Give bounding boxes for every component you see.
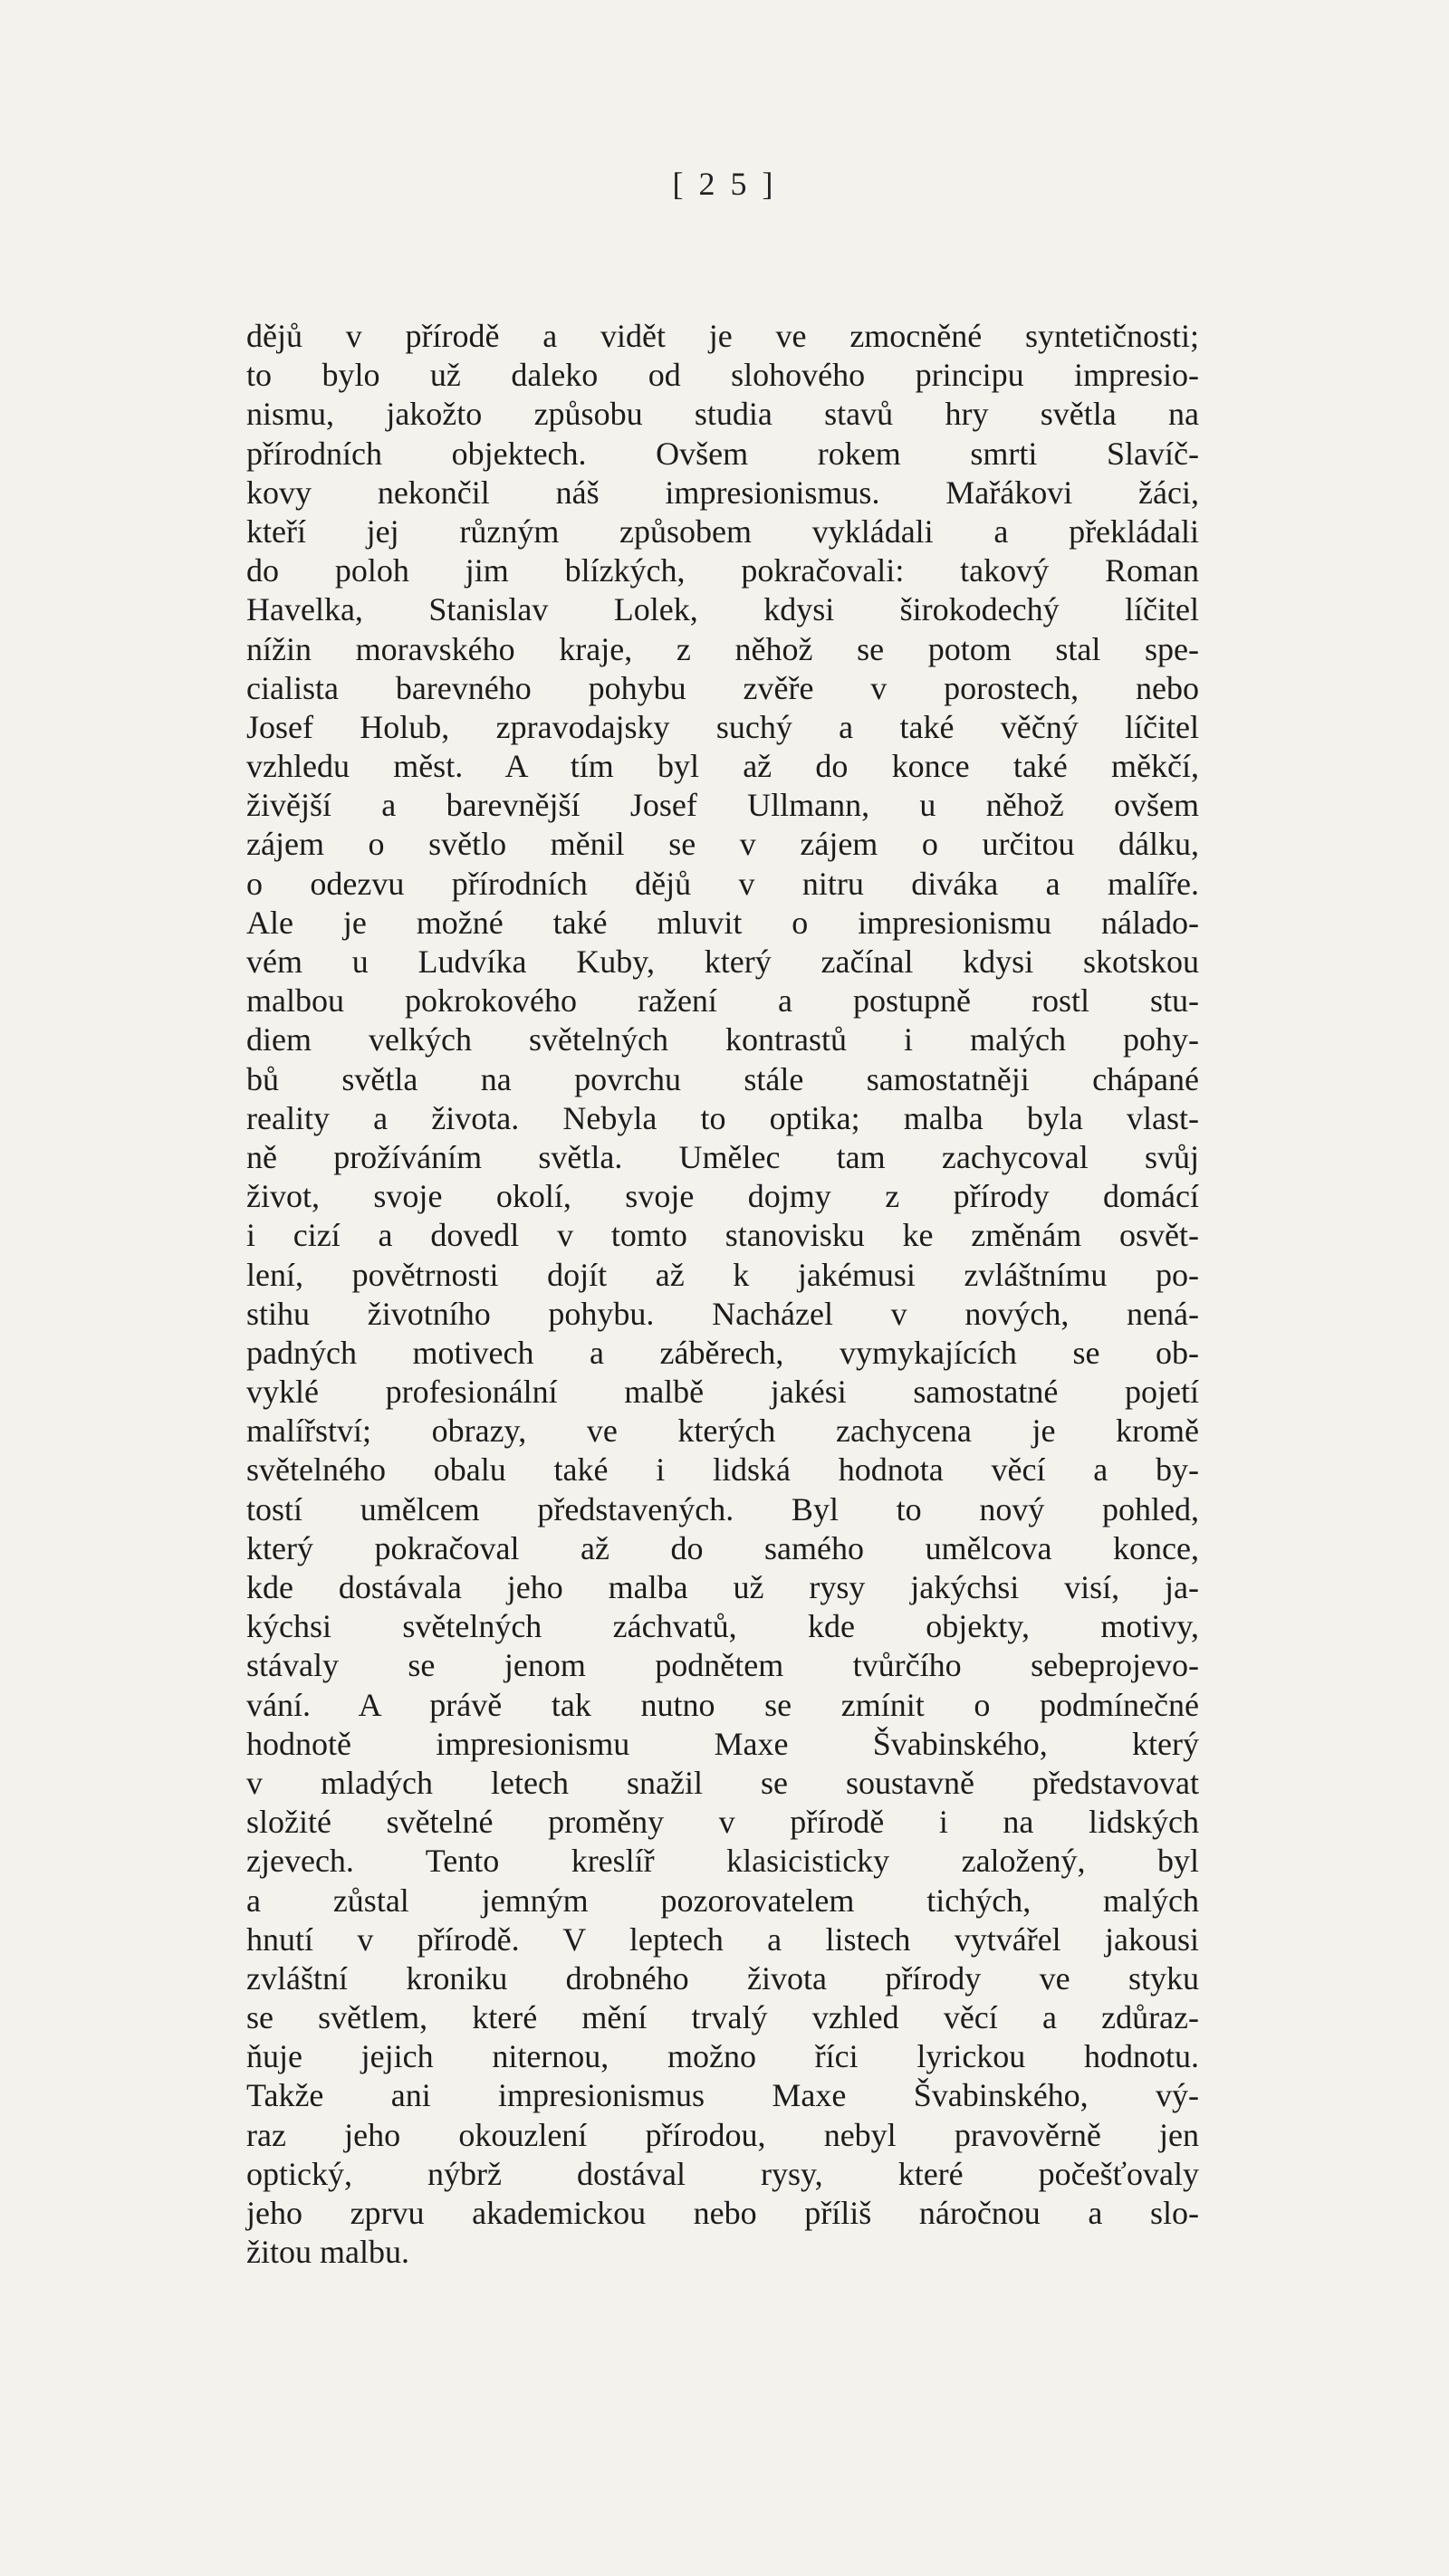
text-line: kýchsi světelných záchvatů, kde objekty, motivy, bbox=[246, 1608, 1199, 1645]
text-line: to bylo už daleko od slohového principu impresio- bbox=[246, 357, 1199, 394]
text-line: i cizí a dovedl v tomto stanovisku ke změnám osvět- bbox=[246, 1217, 1199, 1254]
text-line: život, svoje okolí, svoje dojmy z přírody domácí bbox=[246, 1178, 1199, 1215]
text-line: nismu, jakožto způsobu studia stavů hry světla na bbox=[246, 396, 1199, 433]
text-line: zjevech. Tento kreslíř klasicisticky založený, byl bbox=[246, 1843, 1199, 1880]
text-line: se světlem, které mění trvalý vzhled věcí a zdůraz- bbox=[246, 1999, 1199, 2036]
text-line: složité světelné proměny v přírodě i na lidských bbox=[246, 1804, 1199, 1841]
text-line: hnutí v přírodě. V leptech a listech vytvářel jakousi bbox=[246, 1920, 1199, 1958]
text-line: živější a barevnější Josef Ullmann, u něhož ovšem bbox=[246, 787, 1199, 824]
text-line: světelného obalu také i lidská hodnota věcí a by- bbox=[246, 1451, 1199, 1489]
text-line: o odezvu přírodních dějů v nitru diváka a malíře. bbox=[246, 865, 1199, 902]
text-line: stávaly se jenom podnětem tvůrčího sebeprojevo- bbox=[246, 1647, 1199, 1684]
text-line: ňuje jejich niternou, možno říci lyrickou hodnotu. bbox=[246, 2038, 1199, 2075]
text-line: žitou malbu. bbox=[246, 2234, 409, 2271]
text-line: ně prožíváním světla. Umělec tam zachycoval svůj bbox=[246, 1138, 1199, 1175]
text-line: Takže ani impresionismus Maxe Švabinského, vý- bbox=[246, 2077, 1199, 2114]
page-number: [ 2 5 ] bbox=[672, 166, 777, 202]
text-line: přírodních objektech. Ovšem rokem smrti Slavíč- bbox=[246, 435, 1199, 472]
text-line: zájem o světlo měnil se v zájem o určitou dálku, bbox=[246, 826, 1199, 863]
text-line: kde dostávala jeho malba už rysy jakýchsi visí, ja- bbox=[246, 1569, 1199, 1605]
text-line: tostí umělcem představených. Byl to nový pohled, bbox=[246, 1490, 1199, 1527]
text-line: který pokračoval až do samého umělcova konce, bbox=[246, 1529, 1199, 1566]
text-line: kovy nekončil náš impresionismus. Mařákovi žáci, bbox=[246, 474, 1199, 511]
text-line: dějů v přírodě a vidět je ve zmocněné syntetičnosti; bbox=[246, 318, 1199, 354]
text-line: vzhledu měst. A tím byl až do konce také měkčí, bbox=[246, 748, 1199, 785]
text-line: zvláštní kroniku drobného života přírody ve styku bbox=[246, 1959, 1199, 1997]
text-line: a zůstal jemným pozorovatelem tichých, malých bbox=[246, 1882, 1199, 1919]
text-line: bů světla na povrchu stále samostatněji chápané bbox=[246, 1060, 1199, 1097]
text-line: malířství; obrazy, ve kterých zachycena je kromě bbox=[246, 1412, 1199, 1450]
text-line: padných motivech a záběrech, vymykajících se ob- bbox=[246, 1334, 1199, 1371]
text-line: vyklé profesionální malbě jakési samostatné pojetí bbox=[246, 1374, 1199, 1411]
text-line: cialista barevného pohybu zvěře v porostech, nebo bbox=[246, 669, 1199, 706]
text-line: jeho zprvu akademickou nebo příliš náročnou a slo- bbox=[246, 2195, 1199, 2231]
text-line: do poloh jim blízkých, pokračovali: takový Roman bbox=[246, 552, 1199, 589]
text-line: reality a života. Nebyla to optika; malba byla vlast- bbox=[246, 1099, 1199, 1136]
text-line: optický, nýbrž dostával rysy, které počešťovaly bbox=[246, 2155, 1199, 2192]
text-line: stihu životního pohybu. Nacházel v nových, nená- bbox=[246, 1295, 1199, 1332]
text-line: nížin moravského kraje, z něhož se potom stal spe- bbox=[246, 630, 1199, 667]
body-text bbox=[246, 317, 1199, 2272]
text-line: Josef Holub, zpravodajsky suchý a také věčný líčitel bbox=[246, 708, 1199, 745]
text-line: Havelka, Stanislav Lolek, kdysi širokodechý líčitel bbox=[246, 591, 1199, 628]
text-line: malbou pokrokového ražení a postupně rostl stu- bbox=[246, 982, 1199, 1020]
text-line: vém u Ludvíka Kuby, který začínal kdysi skotskou bbox=[246, 943, 1199, 980]
text-line: lení, povětrnosti dojít až k jakémusi zvláštnímu po- bbox=[246, 1256, 1199, 1293]
text-line: hodnotě impresionismu Maxe Švabinského, který bbox=[246, 1725, 1199, 1762]
text-line: vání. A právě tak nutno se zmínit o podmínečné bbox=[246, 1686, 1199, 1723]
text-line: diem velkých světelných kontrastů i malých pohy- bbox=[246, 1021, 1199, 1058]
text-line: raz jeho okouzlení přírodou, nebyl pravověrně jen bbox=[246, 2116, 1199, 2153]
text-line: v mladých letech snažil se soustavně představovat bbox=[246, 1764, 1199, 1801]
text-line: Ale je možné také mluvit o impresionismu nálado- bbox=[246, 904, 1199, 941]
text-line: kteří jej různým způsobem vykládali a překládali bbox=[246, 512, 1199, 550]
